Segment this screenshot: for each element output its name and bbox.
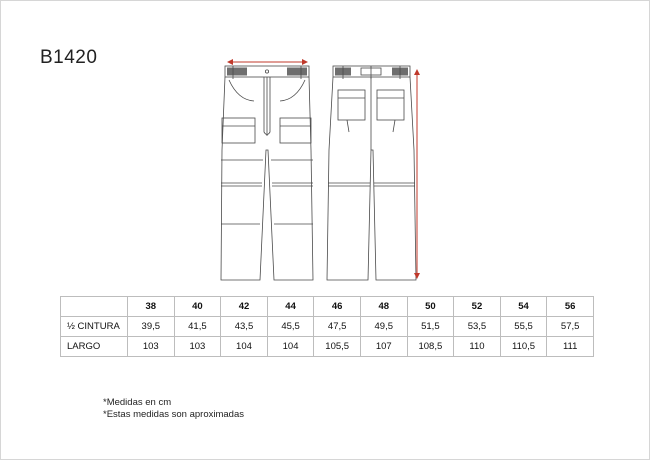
measure-cell: 45,5	[267, 317, 314, 337]
size-header-cell: 40	[174, 297, 221, 317]
measure-cell: 105,5	[314, 337, 361, 357]
measure-cell: 39,5	[128, 317, 175, 337]
size-header-cell: 42	[221, 297, 268, 317]
table-row	[61, 337, 594, 357]
size-table	[60, 296, 594, 357]
measure-cell: 108,5	[407, 337, 454, 357]
measure-cell: 49,5	[360, 317, 407, 337]
size-header-cell: 44	[267, 297, 314, 317]
size-header-cell: 52	[454, 297, 501, 317]
measure-cell: 107	[360, 337, 407, 357]
notes	[103, 397, 244, 421]
size-header-cell: 56	[547, 297, 594, 317]
row-label: LARGO	[61, 337, 128, 357]
measure-cell: 104	[221, 337, 268, 357]
measure-cell: 51,5	[407, 317, 454, 337]
measure-cell: 110,5	[500, 337, 547, 357]
measure-cell: 47,5	[314, 317, 361, 337]
row-label: ½ CINTURA	[61, 317, 128, 337]
size-header-cell: 46	[314, 297, 361, 317]
measure-cell: 57,5	[547, 317, 594, 337]
pants-back-icon	[327, 66, 416, 280]
model-code: B1420	[40, 47, 98, 68]
measure-cell: 111	[547, 337, 594, 357]
measure-cell: 103	[174, 337, 221, 357]
measure-cell: 55,5	[500, 317, 547, 337]
table-row	[61, 317, 594, 337]
note-units: *Medidas en cm	[103, 397, 172, 408]
measure-cell: 103	[128, 337, 175, 357]
size-header-cell: 54	[500, 297, 547, 317]
size-header-cell: 48	[360, 297, 407, 317]
measure-cell: 43,5	[221, 317, 268, 337]
measure-cell: 110	[454, 337, 501, 357]
size-header-cell: 38	[128, 297, 175, 317]
pants-front-icon	[221, 66, 313, 280]
size-header-cell: 50	[407, 297, 454, 317]
header-label	[61, 297, 128, 317]
size-table-body	[61, 317, 594, 357]
size-header-row	[61, 297, 594, 317]
measure-cell: 53,5	[454, 317, 501, 337]
measure-cell: 104	[267, 337, 314, 357]
measure-cell: 41,5	[174, 317, 221, 337]
note-approximate: *Estas medidas son aproximadas	[103, 409, 244, 420]
